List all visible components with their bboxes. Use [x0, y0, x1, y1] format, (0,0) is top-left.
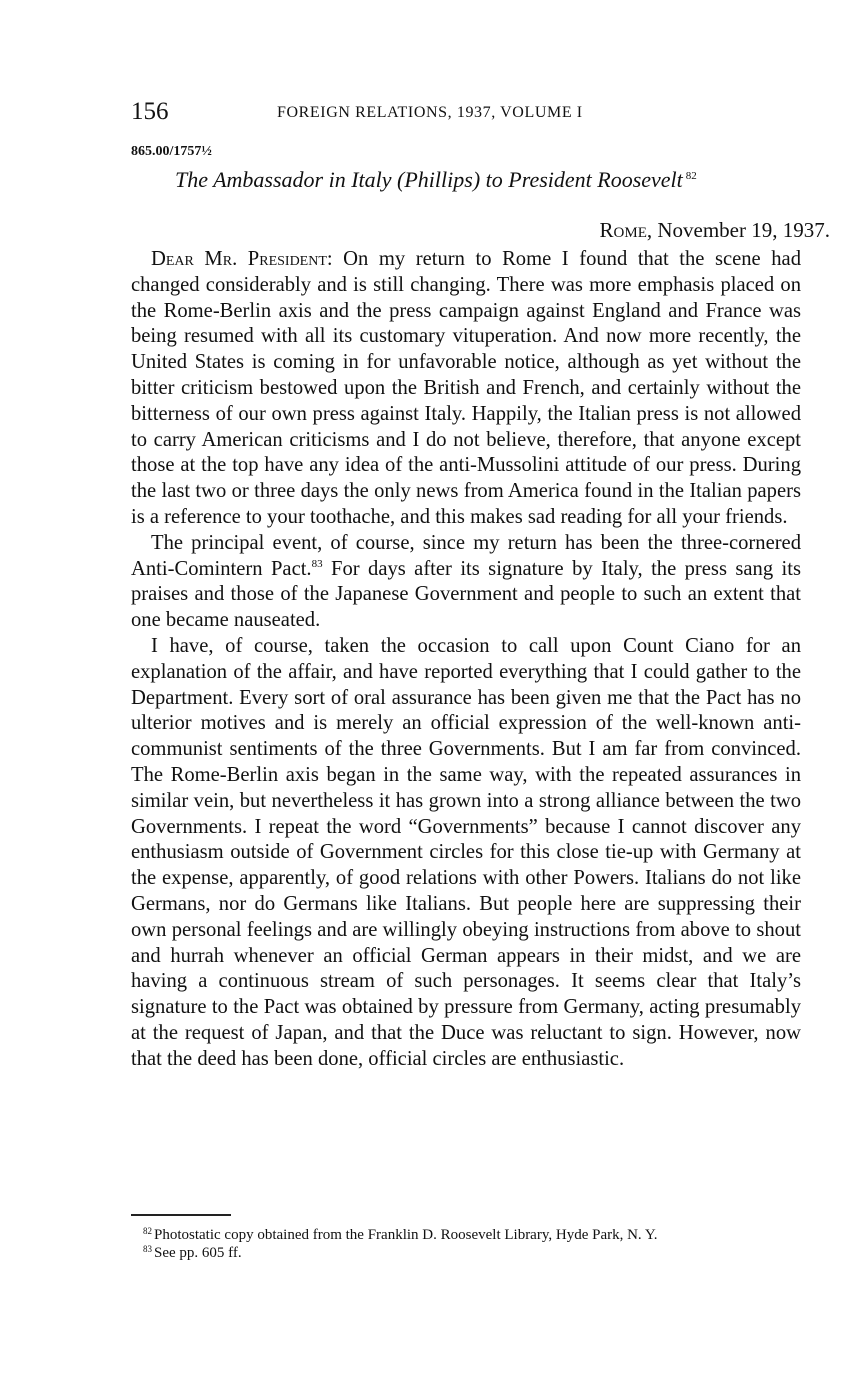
file-number: 865.00/1757½ — [131, 144, 212, 159]
title-footnote-ref: 82 — [685, 170, 697, 182]
dateline-date: , November 19, 1937. — [646, 218, 830, 242]
paragraph-2-text-b: For days after its signature by Italy, the press sang its praises and those of the Japanese Government and people to such an extent that one became nauseated. — [131, 557, 801, 632]
page-number: 156 — [131, 98, 169, 125]
footnote-82 — [131, 1228, 801, 1243]
footnotes — [131, 1228, 801, 1264]
letter-body — [131, 247, 801, 1073]
document-title-text: The Ambassador in Italy (Phillips) to President Roosevelt — [175, 167, 683, 192]
document-title — [175, 167, 697, 193]
footnote-82-marker: 82 — [143, 1226, 152, 1236]
footnote-83-text: See pp. 605 ff. — [154, 1245, 242, 1261]
page-header — [131, 98, 801, 128]
footnote-83 — [131, 1246, 801, 1261]
paragraph-2-footnote-ref: 83 — [311, 557, 323, 570]
dateline — [600, 218, 830, 243]
paragraph-1-text: On my return to Rome I found that the scene had changed considerably and is still changing. There was more emphasis placed on the Rome-Berlin axis and the press campaign against England and France was being resumed with all its customary vituperation. And now more recently, the United States is coming in for unfavorable notice, although as yet without the bitter criticism bestowed upon the British and French, and certainly without the bitterness of our own press against Italy. Happily, the Italian press is not allowed to carry American criticisms and I do not believe, therefore, that anyone except those at the top have any idea of the anti-Mussolini attitude of our press. During the last two or three days the only news from America found in the Italian papers is a reference to your toothache, and this makes sad reading for all your friends. — [131, 248, 801, 528]
footnote-divider — [131, 1214, 231, 1216]
paragraph-3: I have, of course, taken the occasion to call upon Count Ciano for an explanation of the affair, and have reported everything that I could gather to the Department. Every sort of oral assurance has been given me that the Pact has no ulterior motives and is merely an official expression of the well-known anti-communist sentiments of the three Governments. But I am far from convinced. The Rome-Berlin axis began in the same way, with the repeated assurances in similar vein, but nevertheless it has grown into a strong alliance between the two Governments. I repeat the word “Governments” because I cannot discover any enthusiasm outside of Government circles for this close tie-up with Germany at the expense, apparently, of good relations with other Powers. Italians do not like Germans, nor do Germans like Italians. But people here are suppressing their own personal feelings and are willingly obeying instructions from above to shout and hurrah whenever an official German appears in their midst, and we are having a continuous stream of such personages. It seems clear that Italy’s signature to the Pact was obtained by pressure from Germany, acting presumably at the request of Japan, and that the Duce was reluctant to sign. However, now that the deed has been done, official circles are enthusiastic. — [131, 634, 801, 1070]
paragraph-2-text-a: The principal event, of course, since my return has been the three-cornered Anti-Comintern Pact. — [131, 531, 801, 580]
footnote-82-text: Photostatic copy obtained from the Franklin D. Roosevelt Library, Hyde Park, N. Y. — [154, 1227, 658, 1243]
running-head: FOREIGN RELATIONS, 1937, VOLUME I — [277, 104, 583, 121]
dateline-place: Rome — [599, 218, 647, 242]
footnote-83-marker: 83 — [143, 1244, 152, 1254]
paragraph-1 — [131, 247, 801, 531]
paragraph-2 — [131, 531, 801, 634]
salutation: Dear Mr. President: — [151, 248, 333, 270]
